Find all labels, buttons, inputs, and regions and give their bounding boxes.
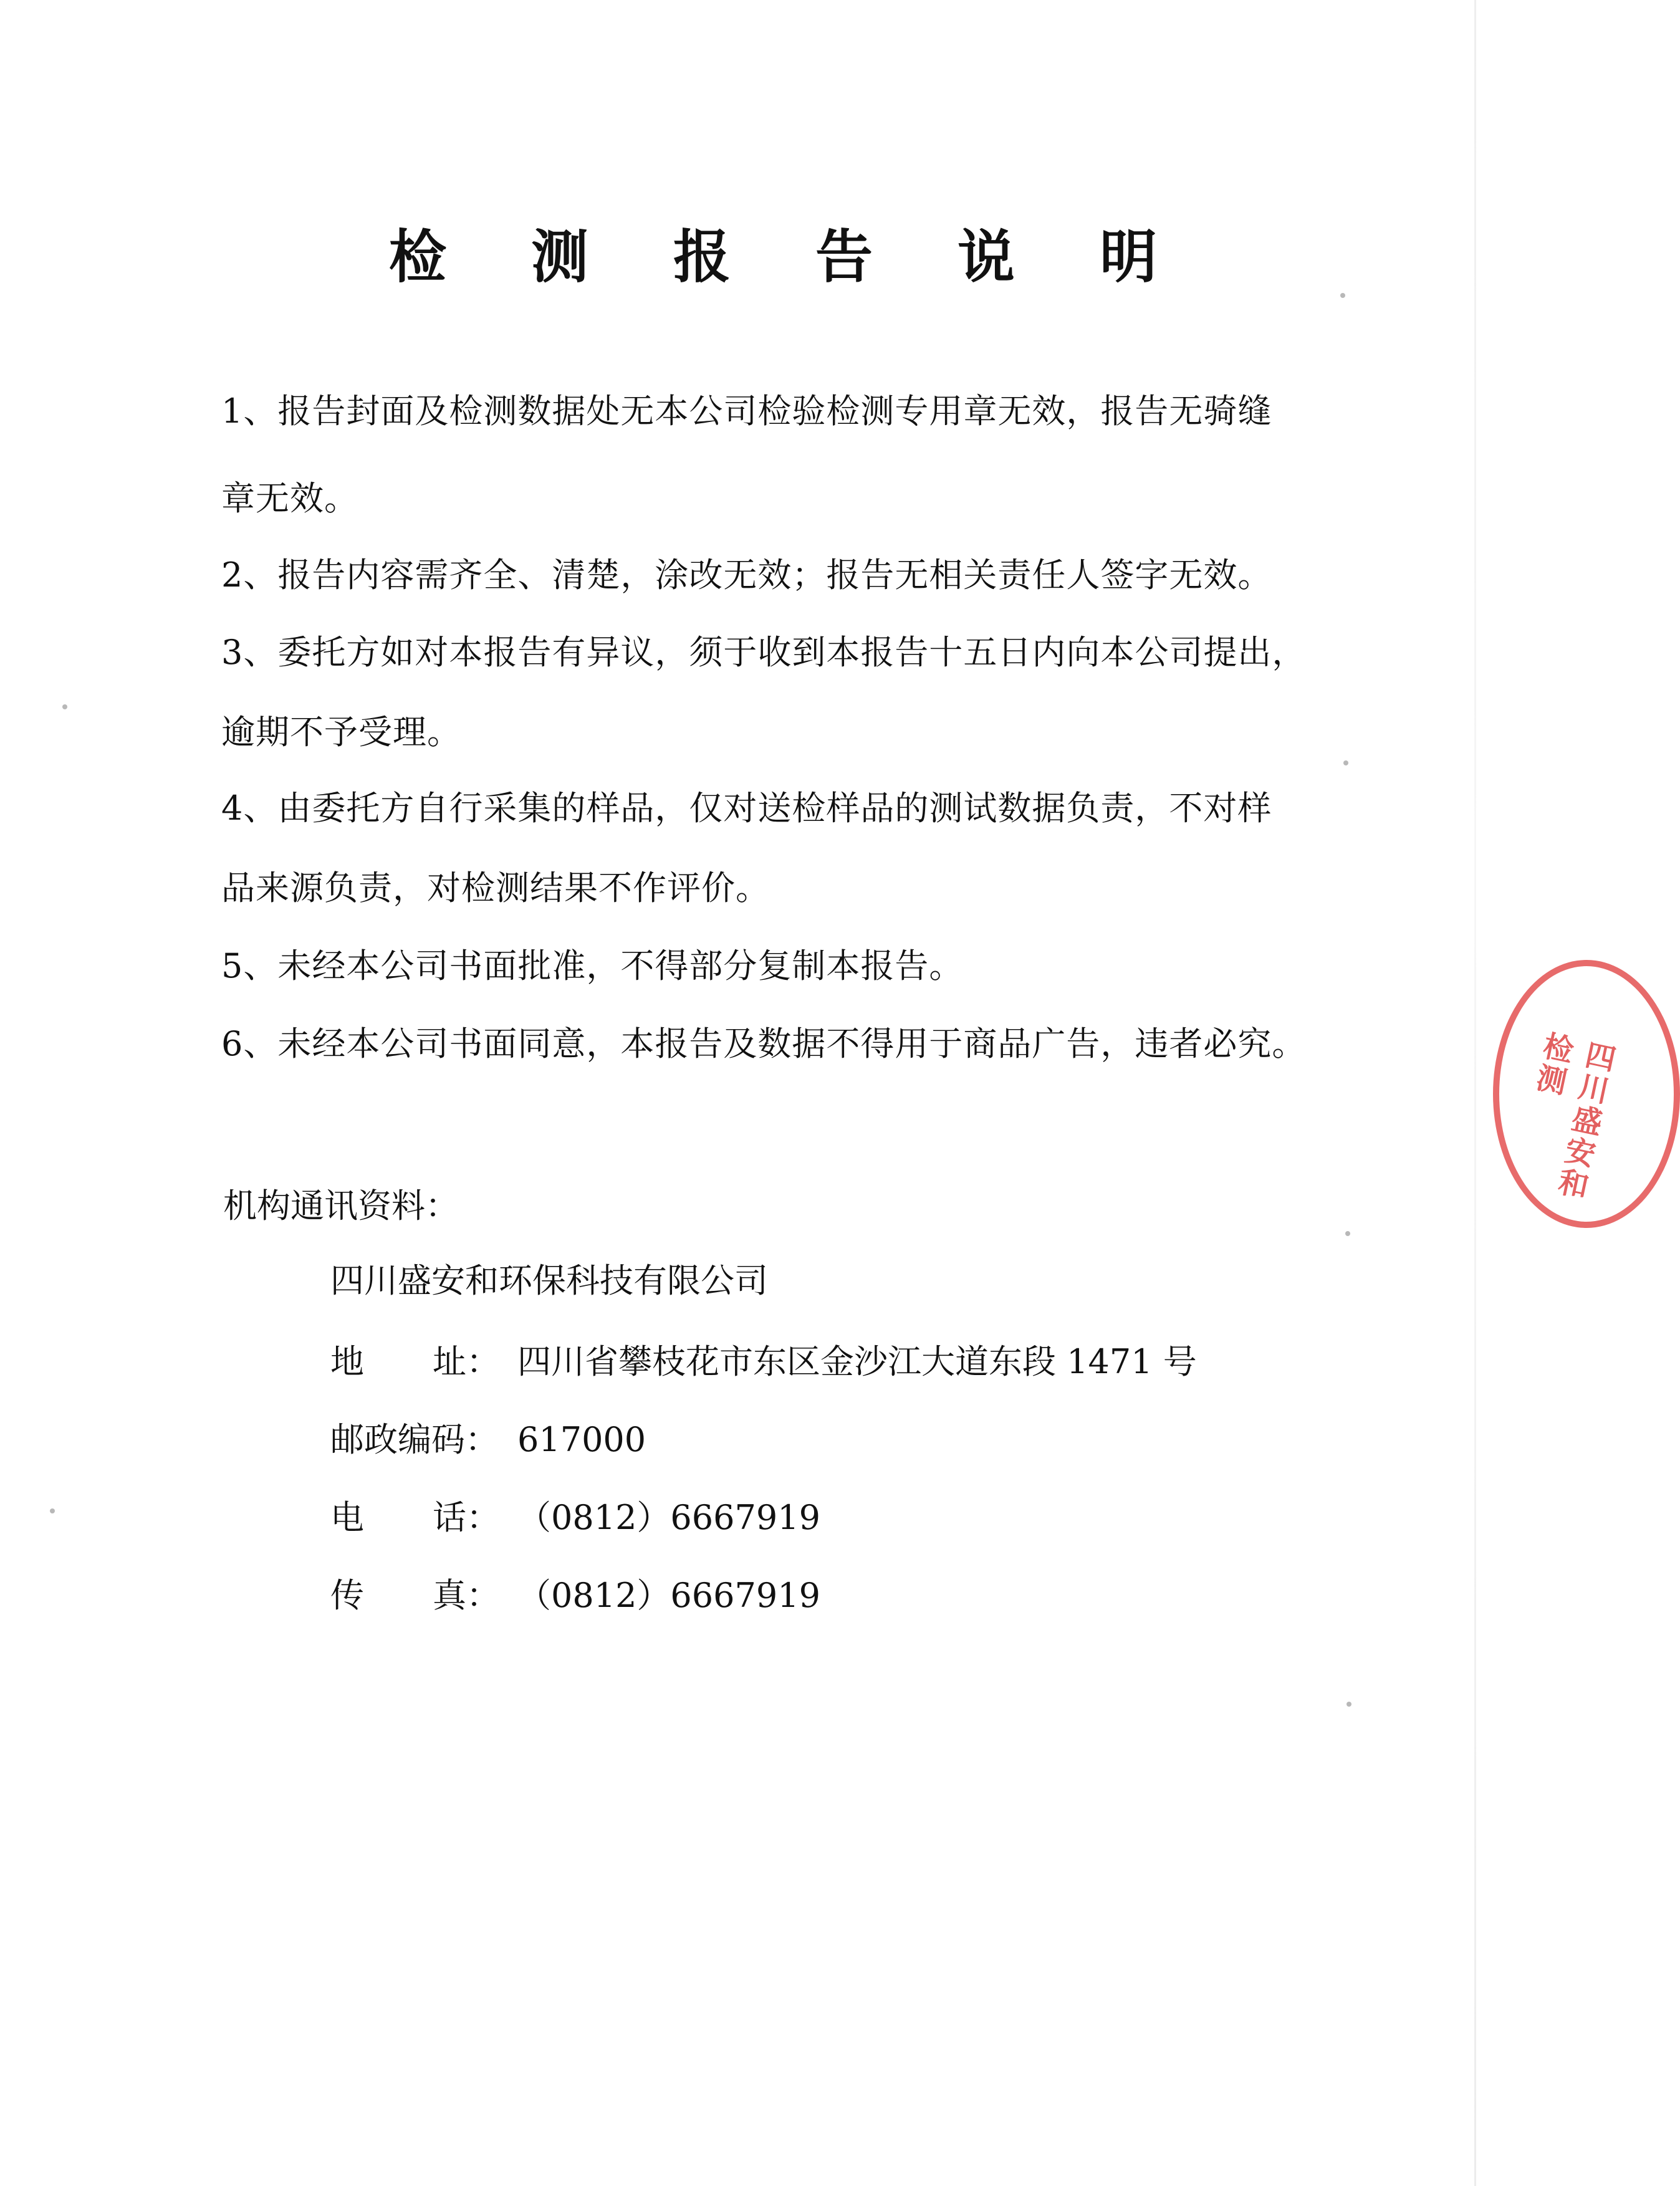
address-label: 地 址： bbox=[330, 1342, 500, 1381]
phone-value: （0812）6667919 bbox=[517, 1498, 820, 1537]
red-seal-stamp bbox=[1493, 960, 1680, 1228]
contact-company bbox=[330, 1259, 768, 1303]
note-3-line-2: 逾期不予受理。 bbox=[221, 712, 461, 752]
note-4-line-1: 4、由委托方自行采集的样品，仅对送检样品的测试数据负责，不对样 bbox=[221, 789, 1272, 828]
contact-phone-row bbox=[330, 1496, 820, 1540]
postcode-value: 617000 bbox=[517, 1420, 646, 1459]
phone-label: 电 话： bbox=[330, 1498, 500, 1537]
scan-speck bbox=[1343, 760, 1348, 765]
note-1-line-1: 1、报告封面及检测数据处无本公司检验检测专用章无效，报告无骑缝 bbox=[221, 391, 1272, 431]
contact-fax-row bbox=[330, 1574, 820, 1618]
contact-postcode-row bbox=[330, 1418, 646, 1462]
scan-speck bbox=[62, 704, 67, 709]
note-2-line-1: 2、报告内容需齐全、清楚，涂改无效；报告无相关责任人签字无效。 bbox=[221, 555, 1272, 595]
note-6-line-1: 6、未经本公司书面同意，本报告及数据不得用于商品广告，违者必究。 bbox=[221, 1024, 1307, 1063]
contact-address-row bbox=[330, 1340, 1197, 1384]
page-edge-shadow bbox=[1474, 0, 1476, 2186]
note-3-line-1: 3、委托方如对本报告有异议，须于收到本报告十五日内向本公司提出， bbox=[221, 633, 1307, 672]
postcode-label: 邮政编码： bbox=[330, 1420, 499, 1459]
seal-text: 四川盛安和检测 bbox=[1528, 1028, 1618, 1204]
address-value: 四川省攀枝花市东区金沙江大道东段 1471 号 bbox=[517, 1342, 1197, 1381]
note-1-line-2: 章无效。 bbox=[221, 479, 358, 518]
company-name: 四川盛安和环保科技有限公司 bbox=[330, 1261, 768, 1300]
note-4-line-2: 品来源负责，对检测结果不作评价。 bbox=[221, 868, 770, 908]
fax-value: （0812）6667919 bbox=[517, 1576, 820, 1615]
scan-speck bbox=[50, 1508, 55, 1513]
scan-speck bbox=[1345, 1231, 1350, 1236]
page-title: 检 测 报 告 说 明 bbox=[388, 223, 1190, 290]
scan-speck bbox=[1346, 1702, 1351, 1707]
fax-label: 传 真： bbox=[330, 1576, 500, 1615]
note-5-line-1: 5、未经本公司书面批准，不得部分复制本报告。 bbox=[221, 946, 964, 985]
scan-speck bbox=[1340, 293, 1345, 298]
contact-heading: 机构通讯资料： bbox=[223, 1186, 459, 1225]
